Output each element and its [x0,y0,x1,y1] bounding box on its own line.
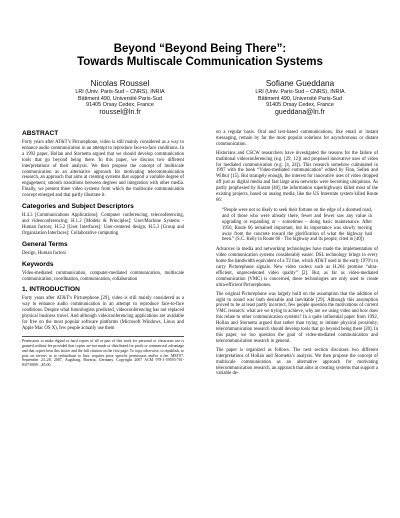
author-name: Nicolas Roussel [90,79,150,88]
body-paragraph-4: The original Picturephone was largely built on the assumption that the addition of sight to sound was both desirable and inevitable [29]. Although this assumption proved to be at least partly incorrect, few people question the motivations of current VMC research: what are we trying to achieve, why are we using video and how does this relate to other communication systems? In a quite influential paper from 1992, Hollan and Stornetta argued that rather than trying to imitate physical proximity, telecommunication research should develop tools that go beyond being there [20]. In this paper, we too question the goal of video-mediated communication and telecommunication research in general. [216,291,378,344]
general-terms-heading: General Terms [22,240,68,248]
author-affiliation: LRI (Univ. Paris-Sud – CNRS), INRIA [75,89,165,95]
abstract-heading: ABSTRACT [22,130,59,137]
author-city: 91405 Orsay Cedex, France [266,102,334,109]
body-paragraph-5: The paper is organized as follows. The next section discusses two different interpretations of Hollan and Stornetta’s analysis. We then propose the concept of multiscale communication as an alternative approach for motivating telecommunication research, an approach that aims at creating systems that support a variable de- [216,347,378,377]
abstract-text: Forty years after AT&T’s Picturephone, video is still mainly considered as a way to enhance audio communication in an attempt to reproduce face-to-face conditions. In a 1992 paper, Hollan and Stornetta argued that we should develop communication tools that go beyond being there. In this paper, we discuss two different interpretations of their analysis. We then propose the concept of multiscale communication as an alternative approach for motivating telecommunication research, an approach that aims at creating systems that support a variable degree of engagement, smooth transitions between degrees and integration with other media. Finally, we present three video systems from which the multiscale communication concept emerged and that partly illustrate it. [22,140,184,199]
body-paragraph-2: Historians and CSCW researchers have investigated the reasons for the failure of traditional videoconferencing (e.g. [29, 12]) and proposed innovative uses of video for mediated communication (e.g. [4, 24]). This research somehow culminated in 1997 with the book “Video-mediated communication” edited by Finn, Sellen and Wilbur [15]. But strangely enough, the interest for innovative uses of video dropped off just as digital media and fast large area networks were becoming ubiquitous. As partly prophesied by Karam [40], the information superhighways killed most of the existing projects, based on analog media, like the US Interstate system killed Route 66: [216,150,378,203]
author-affiliation: LRI (Univ. Paris-Sud – CNRS), INRIA [255,89,345,95]
author-name: Sofiane Gueddana [265,79,335,88]
introduction-heading: 1. INTRODUCTION [22,286,80,294]
author-address: Bâtiment 490, Université Paris-Sud [258,95,342,102]
paper-title-line1: Beyond “Beyond Being There”: [113,43,287,55]
author-address: Bâtiment 490, Université Paris-Sud [78,95,162,102]
author-email: gueddana@lri.fr [275,108,325,116]
left-column [22,130,184,368]
categories-heading: Categories and Subject Descriptors [22,203,134,211]
categories-text: H.4.3 [Communications Applications]: Computer conferencing, teleconferencing, and videoconferencing; H.1.2 [Models & Principles]: User/Machine Systems - Human factors; H.5.2 [User Interfaces]: User-centered design; H.5.3 [Group and Organization Interfaces]: Collaborative computing [22,213,184,236]
author-email: roussel@lri.fr [99,108,141,116]
general-terms-text: Design, Human factors [22,250,66,256]
keywords-text: Video-mediated communication, computer-mediated communication, multiscale communication, coordination, communication, collaboration [22,270,184,282]
paper-title-line2: Towards Multiscale Communication Systems [77,56,323,68]
keywords-heading: Keywords [22,260,54,268]
body-paragraph-1: on a regular basis. Oral and text-based communications, like email or instant messaging, remain by far the most popular solutions for asynchronous or distant communication. [216,130,378,147]
copyright-footnote: Permission to make digital or hard copies of all or part of this work for personal or classroom use is granted without fee provided that copies are not made or distributed for profit or commercial advantage and that copies bear this notice and the full citation on the first page. To copy otherwise, to republish, to post on servers or to redistribute to lists, requires prior specific permission and/or a fee. MM’07, September 23–28, 2007, Augsburg, Bavaria, Germany. Copyright 2007 ACM 978-1-59593-701-8/07/0009 ...$5.00. [22,336,184,368]
right-column [216,130,378,377]
body-paragraph-3: Advances in media and networking technologies have made the implementation of video communication systems considerably easier. DSL technology brings to every home the bandwidth equivalent of a T2 line, which AT&T used in the early 1970’s to carry Picturephone signals. New video codecs such as H.264 promise “ultra-efficient, unprecedented video quality” [2]. But, as far as video-mediated communication (VMC) is concerned, these technologies are only used to create ultra-efficient Picturephones. [216,247,378,288]
author-city: 91405 Orsay Cedex, France [86,102,154,109]
author-block-1 [40,79,200,117]
introduction-text: Forty years after AT&T’s Picturephone [29], video is still mainly considered as a way to enhance audio communication in an attempt to reproduce face-to-face conditions. Despite what futurologists predicted, videoconferencing has not replaced physical business travel. And although videoconferencing applications are available for free on the most popular software platforms (Microsoft Windows, Linux and Apple Mac OS X), few people actually use them [22,296,184,331]
block-quote: “People were not so likely to seek their fortune on the edge of a doomed road, and of those who were already there, fewer and fewer saw any value in upgrading or expanding or – sometimes – doing basic maintenance. After 1956, Route 66 remained important, but its importance was slowly moving away from the concrete toward the glorification of what the highway had been.” (S.C. Kelly in Route 66 - The highway and its people, cited in [40]) [222,207,372,243]
author-block-2 [220,79,380,117]
